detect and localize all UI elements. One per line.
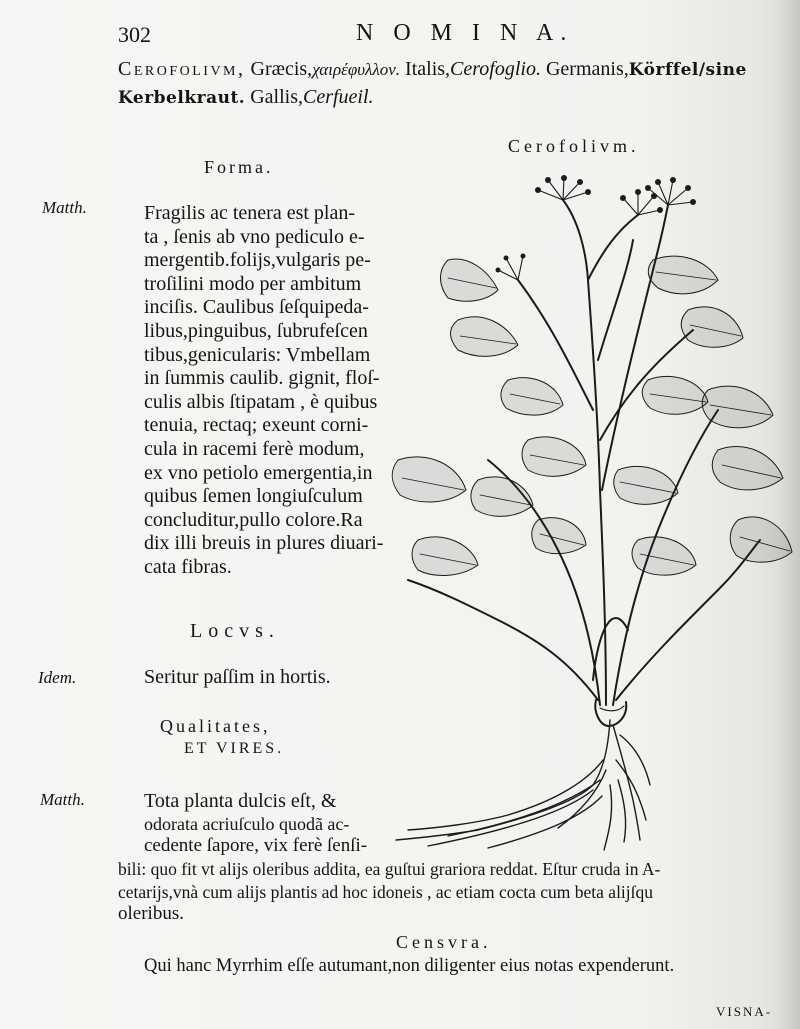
names-line-1 (118, 58, 747, 81)
qualitates-text-wide (118, 858, 660, 926)
text-line: inciſis. Caulibus ſeſquipeda- (144, 296, 369, 319)
text-line: tenuia, rectaq; exeunt corni- (144, 414, 369, 437)
text-line: bili: quo fit vt alijs oleribus addita, ea guſtui grariora reddat. Eſtur cruda in A- (118, 859, 661, 879)
text-line: ex vno petiolo emergentia,in (144, 461, 373, 484)
locus-heading: Locvs. (190, 620, 280, 642)
foliage (392, 256, 792, 575)
french-name: Cerfueil. (303, 86, 374, 108)
text-line: quibus ſemen longiuſculum (144, 485, 363, 508)
greek-name: χαιρέφυλλον. (312, 60, 401, 79)
text-line: cula in racemi ferè modum, (144, 437, 365, 460)
text-line: concluditur,pullo colore.Ra (144, 508, 363, 531)
qualitates-text (144, 790, 367, 858)
text-line: cata fibras. (144, 555, 232, 578)
root-system (396, 720, 650, 850)
italian-label: Italis, (405, 58, 451, 80)
greek-label: Græcis, (250, 58, 313, 80)
text-line: Tota planta dulcis eſt, & (144, 790, 337, 812)
text-line: troſilini modo per ambitum (144, 272, 362, 295)
text-line: cetarijs,vnà cum alijs plantis ad hoc idoneis , ac etiam cocta cum beta alijſqu (118, 881, 654, 902)
qualitates-heading-1: Qualitates, (160, 716, 271, 736)
text-line: tibus,genicularis: Vmbellam (144, 343, 371, 366)
french-label: Gallis, (250, 86, 303, 108)
german-name-2: Kerbelkraut. (118, 88, 246, 108)
locus-text: Seritur paſſim in hortis. (144, 666, 331, 688)
forma-heading: Forma. (204, 157, 274, 177)
censura-text: Qui hanc Myrrhim eſſe autumant,non diligenter eius notas expenderunt. (144, 956, 675, 976)
latin-name: Cerofolivm, (118, 58, 246, 80)
text-line: oleribus. (118, 903, 184, 924)
running-title: N O M I N A. (356, 20, 574, 46)
text-line: libus,pinguibus, ſubrufeſcen (144, 319, 368, 342)
text-line: culis albis ſtipatam , è quibus (144, 390, 378, 413)
text-line: cedente ſapore, vix ferè ſenſi- (144, 835, 368, 856)
qualitates-heading-2: ET VIRES. (184, 740, 285, 757)
qualitates-margin-note: Matth. (40, 790, 85, 809)
german-name: Körffel/sine (628, 60, 747, 80)
page-edge-shadow (778, 0, 800, 1029)
text-line: odorata acriuſculo quodã ac- (144, 813, 350, 834)
text-line: mergentib.folijs,vulgaris pe- (144, 249, 371, 272)
text-line: ta , ſenis ab vno pediculo e- (144, 225, 365, 248)
forma-text (144, 202, 383, 580)
german-label: Germanis, (545, 58, 629, 80)
figure-caption: Cerofolivm. (508, 136, 640, 156)
names-line-2 (118, 86, 374, 109)
page-number: 302 (118, 22, 151, 47)
chervil-plant-illustration (388, 160, 800, 860)
censura-heading: Censvra. (396, 932, 492, 952)
catchword: VISNA- (716, 1004, 773, 1019)
italian-name: Cerofoglio. (450, 58, 541, 80)
text-line: dix illi breuis in plures diuari- (144, 532, 384, 555)
text-line: in ſummis caulib. gignit, floſ- (144, 367, 380, 390)
text-line: Fragilis ac tenera est plan- (144, 202, 356, 224)
locus-margin-note: Idem. (38, 668, 77, 687)
forma-margin-note: Matth. (42, 198, 87, 217)
